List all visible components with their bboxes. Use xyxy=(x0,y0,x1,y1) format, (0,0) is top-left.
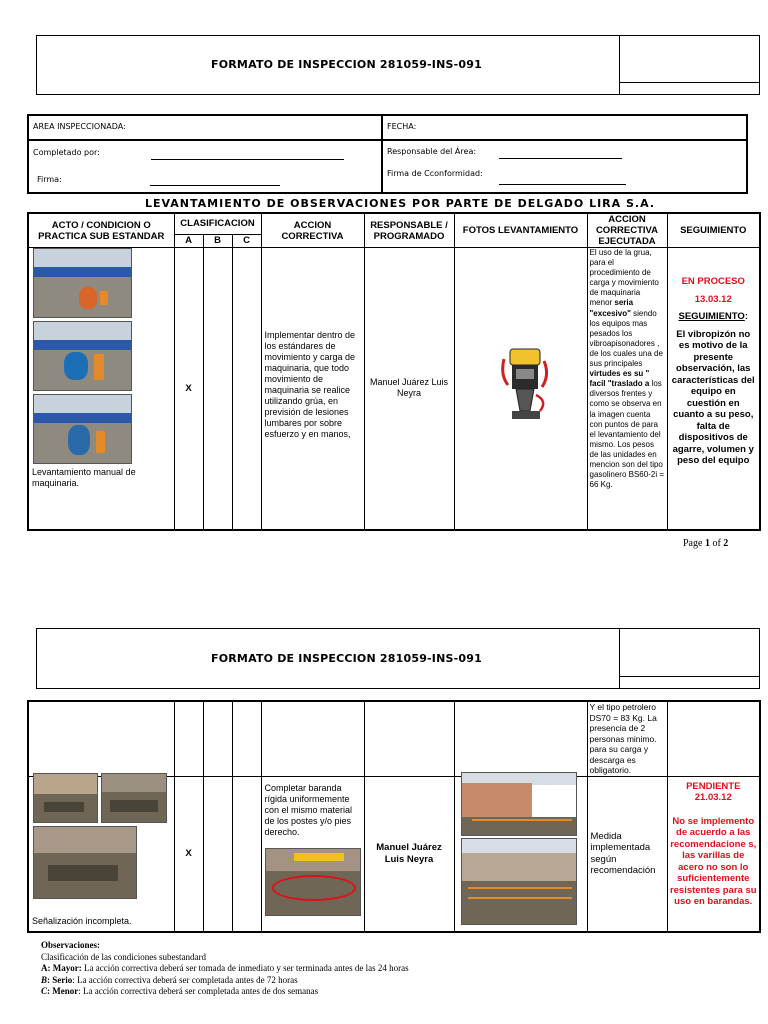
photo-street-2 xyxy=(461,838,577,925)
photo-machine xyxy=(64,352,88,380)
obs-c-key: C xyxy=(41,986,48,996)
seg-status: EN PROCESO xyxy=(681,276,745,287)
photo-worker-3 xyxy=(33,394,132,464)
obs-a-key: A xyxy=(41,963,48,973)
photo-trench xyxy=(44,802,84,812)
conformidad-line xyxy=(499,184,626,185)
firma-label: Firma: xyxy=(37,175,62,184)
obs-a-name: : Mayor: xyxy=(47,963,82,973)
photo-wall xyxy=(34,413,132,423)
form-title: FORMATO DE INSPECCION 281059-INS-091 xyxy=(211,58,482,71)
page-current: 1 xyxy=(704,538,710,549)
accion-text-2: Completar baranda rígida uniformemente con el mismo material de los postes y/o pies derecho. xyxy=(264,782,353,837)
col-header-a: A xyxy=(174,234,203,247)
observaciones-b xyxy=(41,975,741,987)
title-side-divider xyxy=(619,82,760,83)
photo-trench-1 xyxy=(33,773,98,823)
photo-worker xyxy=(96,431,105,453)
ejecutada-part1: El uso de la grua, para el procedimiento de carga y movimiento de maquinaria menor xyxy=(589,248,659,308)
photo-machine xyxy=(68,425,90,455)
obs-b-name: : Serio xyxy=(47,974,73,985)
mark-c xyxy=(232,248,261,530)
col-header-responsable: RESPONSABLE / PROGRAMADO xyxy=(364,213,454,248)
acto-text: Levantamiento manual de maquinaria. xyxy=(32,466,136,488)
mark-a: X xyxy=(174,248,203,530)
continued-text: Y el tipo petrolero DS70 = 83 Kg. La presencia de 2 personas minimo. para su carga y descarga es obligatorio. xyxy=(589,702,657,775)
empty-cell xyxy=(364,701,454,776)
obs-a-text: La acción correctiva deberá ser tomada de inmediato y ser terminada antes de las 24 horas xyxy=(81,963,409,973)
conformidad-label: Firma de Cconformidad: xyxy=(387,169,483,178)
page-total: 2 xyxy=(723,538,729,549)
header-row-divider xyxy=(27,139,748,141)
photo-trench xyxy=(48,865,118,881)
photo-building xyxy=(462,853,577,881)
photo-trench-3 xyxy=(33,826,137,899)
observaciones-line1: Clasificación de las condiciones subestandard xyxy=(41,951,206,962)
empty-cell xyxy=(454,701,587,776)
observations-table-page1 xyxy=(27,212,761,531)
seg-date-2: 21.03.12 xyxy=(694,792,732,803)
form-title-page2: FORMATO DE INSPECCION 281059-INS-091 xyxy=(211,652,482,665)
obs-b-text: : La acción correctiva deberá ser completada antes de 72 horas xyxy=(72,974,298,985)
title-side-box xyxy=(619,35,760,95)
empty-cell xyxy=(232,701,261,776)
mark-b xyxy=(203,248,232,530)
photo-building xyxy=(462,783,532,817)
responsable-area-line xyxy=(499,158,622,159)
photo-helmet xyxy=(100,291,108,305)
seg-text: El vibropizón no es motivo de la presente observación, las características del equipo en cuestión en cuanto a su peso, falta de dispositivos de agarre, volumen y peso del equipo xyxy=(671,328,755,466)
col-header-clasificacion: CLASIFICACION xyxy=(174,213,261,234)
table-row-continued xyxy=(28,701,760,776)
seg-label: SEGUIMIENTO xyxy=(678,311,745,322)
ejecutada-part4: virtudes es su " facil "traslado a xyxy=(589,369,650,389)
title-side-divider-2 xyxy=(619,676,760,677)
responsable-area-label: Responsable del Área: xyxy=(387,147,477,156)
photo-worker xyxy=(94,354,104,380)
table-row xyxy=(28,248,760,530)
observaciones-title: Observaciones: xyxy=(41,940,100,950)
completado-line xyxy=(151,159,344,160)
seguimiento-cell-2 xyxy=(667,776,760,932)
photo-highlight xyxy=(272,875,356,901)
photo-worker-1 xyxy=(33,248,132,318)
responsable-text-2: Manuel Juárez Luis Neyra xyxy=(364,776,454,932)
observaciones-block xyxy=(41,940,741,998)
photo-railing xyxy=(468,897,572,899)
photo-building xyxy=(34,774,98,794)
photo-street-1 xyxy=(461,772,577,836)
photo-railing xyxy=(468,887,572,889)
vibro-rammer-icon xyxy=(496,345,554,425)
page-number xyxy=(683,538,728,549)
photo-building xyxy=(34,827,137,853)
col-header-c: C xyxy=(232,234,261,247)
col-header-b: B xyxy=(203,234,232,247)
col-header-seguimiento: SEGUIMIENTO xyxy=(667,213,760,248)
completado-label: Completado por: xyxy=(33,148,100,157)
photo-worker xyxy=(79,287,97,309)
page-of: of xyxy=(712,538,721,549)
continued-cell xyxy=(587,701,667,776)
obs-c-name: : Menor xyxy=(47,986,79,996)
firma-line xyxy=(150,185,280,186)
col-header-fotos: FOTOS LEVANTAMIENTO xyxy=(454,213,587,248)
area-inspeccionada-label: AREA INSPECCIONADA: xyxy=(33,122,126,131)
empty-cell xyxy=(667,701,760,776)
ejecutada-text xyxy=(588,248,667,490)
photo-building xyxy=(102,774,167,792)
ejecutada-part3: siendo los equipos mas pesados los vibroapisonadores , de los cuales una de sus principales xyxy=(589,308,663,369)
observaciones-a xyxy=(41,963,741,975)
seguimiento-cell xyxy=(667,248,760,530)
observaciones-c xyxy=(41,986,741,998)
photo-railing xyxy=(472,819,572,821)
photo-trench-2 xyxy=(101,773,167,823)
col-header-acto: ACTO / CONDICION O PRACTICA SUB ESTANDAR xyxy=(28,213,174,248)
ejecutada-part2: seria "excesivo" xyxy=(589,298,634,318)
mark-b-2 xyxy=(203,776,232,932)
empty-cell xyxy=(261,701,364,776)
ejecutada-text-2: Medida implementada según recomendación xyxy=(590,830,656,877)
acto-text-2: Señalización incompleta. xyxy=(32,916,132,926)
mark-c-2 xyxy=(232,776,261,932)
seg-date: 13.03.12 xyxy=(694,293,732,305)
col-header-accion: ACCION CORRECTIVA xyxy=(261,213,364,248)
photo-railing xyxy=(265,848,361,916)
seg-status-2: PENDIENTE xyxy=(686,780,741,792)
col-header-ejecutada: ACCION CORRECTIVA EJECUTADA xyxy=(587,213,667,248)
page-label: Page xyxy=(683,538,703,549)
seg-colon: : xyxy=(744,311,748,322)
photo-worker-2 xyxy=(33,321,132,391)
fecha-label: FECHA: xyxy=(387,122,417,131)
header-col-divider xyxy=(381,114,383,194)
mark-a-2: X xyxy=(174,776,203,932)
accion-text: Implementar dentro de los estándares de movimiento y carga de maquinaria, que todo movimiento de maquinaria se realice utilizando grúa, en previsión de lesiones lumbares por sobre esfuerzo y en manos, xyxy=(264,330,356,439)
photo-sky xyxy=(462,839,576,854)
obs-c-text: : La acción correctiva deberá ser completada antes de dos semanas xyxy=(78,986,319,996)
photo-trench xyxy=(110,800,158,812)
ejecutada-cell-2 xyxy=(587,776,667,932)
photo-sign xyxy=(294,853,344,861)
band-title: LEVANTAMIENTO DE OBSERVACIONES POR PARTE DE DELGADO LIRA S.A. xyxy=(145,197,655,210)
empty-cell xyxy=(174,701,203,776)
title-side-box-2 xyxy=(619,628,760,689)
accion-cell xyxy=(261,248,364,530)
photo-wall xyxy=(34,267,132,277)
seg-label-line xyxy=(668,311,760,323)
obs-b-key: B xyxy=(41,974,48,985)
empty-cell xyxy=(203,701,232,776)
ejecutada-cell xyxy=(587,248,667,530)
empty-cell xyxy=(28,701,174,776)
responsable-text: Manuel Juárez Luis Neyra xyxy=(364,248,454,530)
photo-wall xyxy=(34,340,132,350)
seg-text-2: No se implemento de acuerdo a las recomendacione s, las varillas de acero no son lo suficientemente resistentes para su uso en barandas. xyxy=(669,815,757,907)
ejecutada-part5: los diversos frentes y como se observa en la imagen cuenta con puntos de para el levantamiento del mismo. Los pesos de las unidades en mencion son del tipo gasolinero BS60-2i = 66 Kg. xyxy=(589,379,664,490)
